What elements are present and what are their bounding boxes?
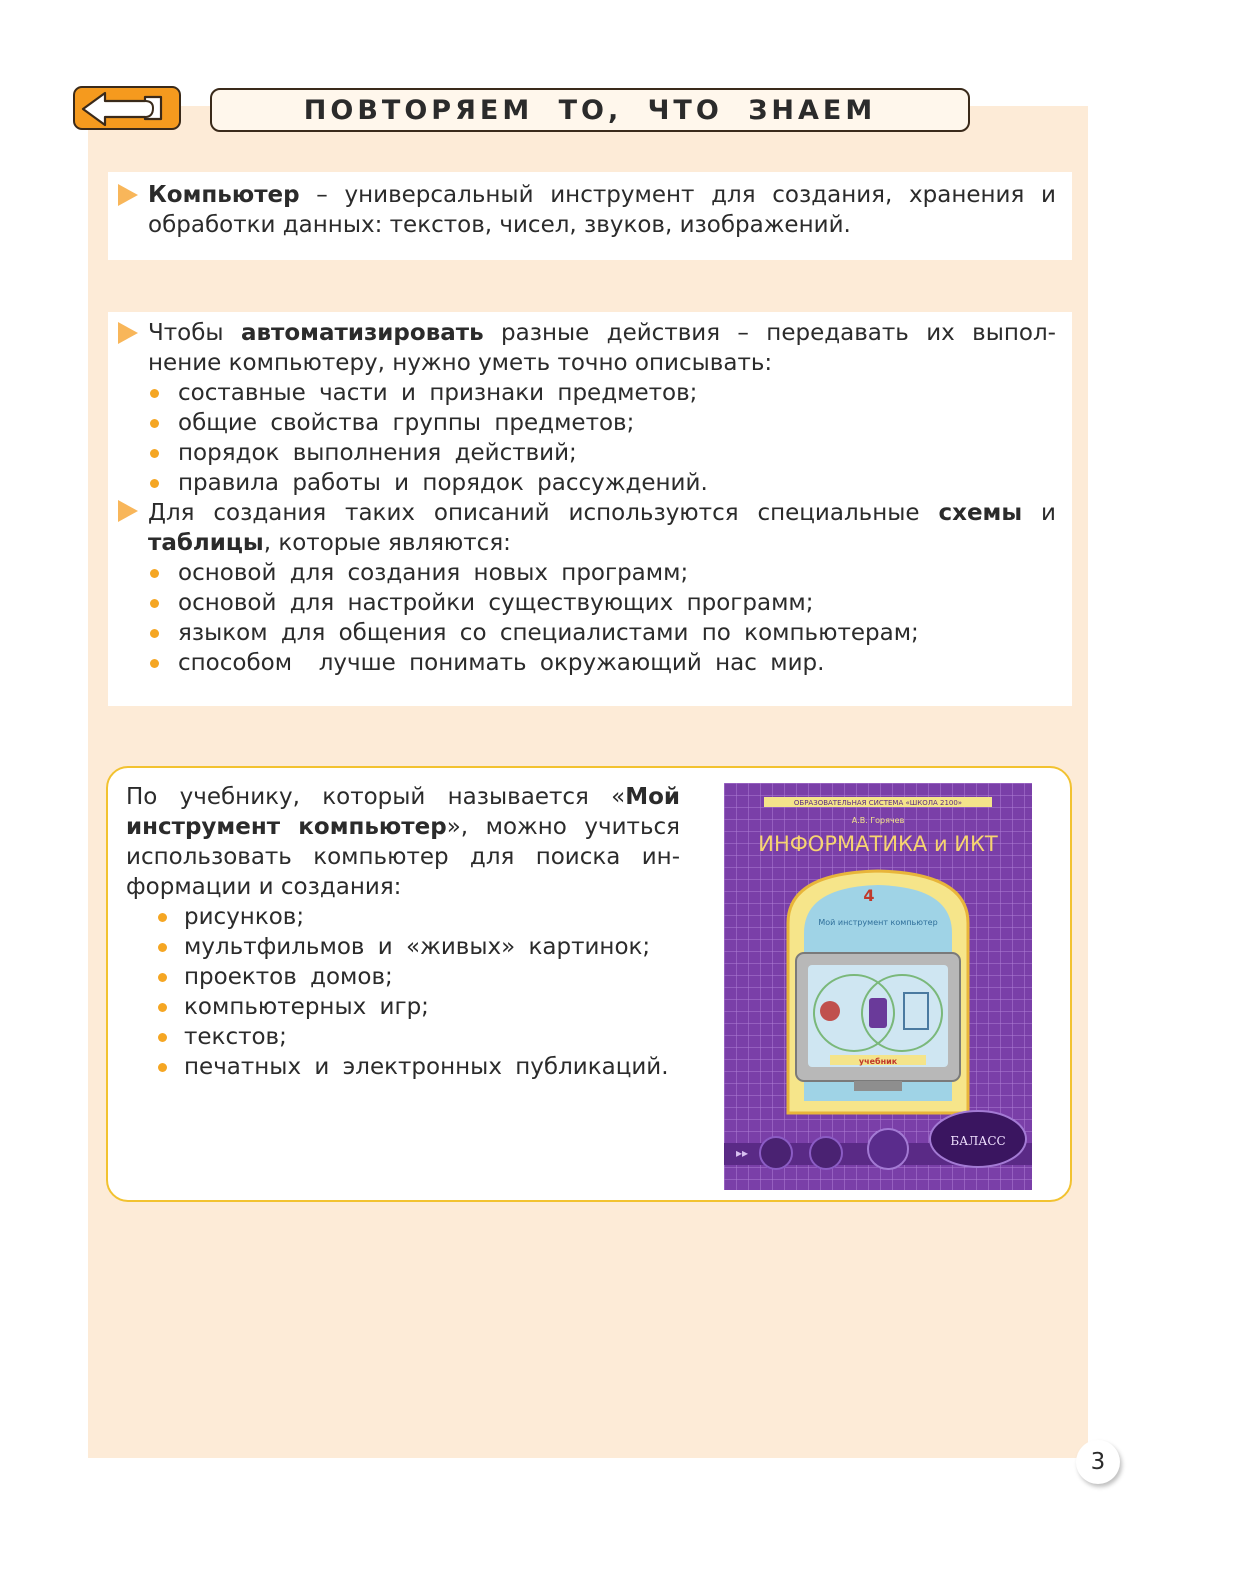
control-knob-icon [868, 1129, 908, 1169]
list-item: основой для настройки существующих программ; [178, 590, 814, 616]
cover-rider [820, 1001, 840, 1021]
list-item: печатных и электронных публикаций. [184, 1054, 669, 1080]
list-item: составные части и признаки предметов; [178, 380, 698, 406]
definition-line-2: обработки данных: текстов, чисел, звуков, изображений. [148, 212, 851, 238]
term-automate: автоматизировать [240, 320, 484, 346]
text: Чтобы [148, 320, 241, 346]
bullet-dot-icon [150, 449, 159, 458]
list-item: рисунков; [184, 904, 305, 930]
text: Для создания таких описаний используются специальные [148, 500, 939, 526]
book-line-1 [126, 782, 680, 812]
cover-type: учебник [858, 1057, 898, 1066]
bullet-dot-icon [158, 1063, 167, 1072]
list-item: мультфильмов и «живых» картинок; [184, 934, 651, 960]
back-button[interactable] [73, 86, 181, 130]
cover-publisher: БАЛАСС [950, 1134, 1006, 1148]
cover-series: ОБРАЗОВАТЕЛЬНАЯ СИСТЕМА «ШКОЛА 2100» [793, 799, 963, 807]
control-knob-icon [810, 1137, 842, 1169]
cover-author: А.В. Горячев [851, 816, 905, 825]
triangle-bullet-icon [118, 322, 138, 344]
book-line-3: использовать компьютер для поиска ин- [126, 844, 680, 870]
page-title: ПОВТОРЯЕМ ТО, ЧТО ЗНАЕМ [303, 94, 877, 126]
list-item: основой для создания новых программ; [178, 560, 689, 586]
bullet-dot-icon [150, 419, 159, 428]
text: разные действия – передавать их выпол- [483, 320, 1056, 346]
bullet-dot-icon [150, 629, 159, 638]
bullet-dot-icon [158, 1033, 167, 1042]
list-item: компьютерных игр; [184, 994, 429, 1020]
list-item: языком для общения со специалистами по компьютерам; [178, 620, 919, 646]
definition-line-1 [148, 180, 1056, 210]
term-tables: таблицы [148, 530, 264, 556]
cover-title: ИНФОРМАТИКА и ИКТ [758, 832, 998, 856]
cover-grade: 4 [863, 886, 875, 905]
list-item: текстов; [184, 1024, 287, 1050]
text: и [1022, 500, 1056, 526]
book-title-part: Мой [625, 784, 680, 810]
definition-text: – универсальный инструмент для создания, хранения и [299, 182, 1056, 208]
list-item: правила работы и порядок рассуждений. [178, 470, 708, 496]
cover-figure [869, 998, 887, 1028]
automation-panel [108, 312, 1072, 706]
textbook-cover-image [724, 783, 1032, 1190]
bullet-dot-icon [150, 659, 159, 668]
paragraph-1-line-1 [148, 318, 1056, 348]
text: , которые являются: [263, 530, 511, 556]
bullet-dot-icon [158, 1003, 167, 1012]
bullet-dot-icon [158, 913, 167, 922]
term-computer: Компьютер [148, 182, 300, 208]
book-line-4: формации и создания: [126, 874, 402, 900]
control-knob-icon [760, 1137, 792, 1169]
bullet-dot-icon [150, 479, 159, 488]
triangle-bullet-icon [118, 184, 138, 206]
bullet-dot-icon [150, 599, 159, 608]
paragraph-2-line-2 [148, 528, 1056, 558]
term-schemes: схемы [938, 500, 1023, 526]
book-line-2 [126, 812, 680, 842]
list-item: проектов домов; [184, 964, 393, 990]
text: », можно учиться [446, 814, 680, 840]
cover-subtitle: Мой инструмент компьютер [818, 918, 938, 927]
book-title-part: инструмент компьютер [126, 814, 447, 840]
bullet-dot-icon [150, 389, 159, 398]
triangle-bullet-icon [118, 500, 138, 522]
text: По учебнику, который называется « [126, 784, 626, 810]
section-title-box [210, 88, 970, 132]
fast-forward-icon: ▸▸ [736, 1146, 749, 1160]
bullet-dot-icon [150, 569, 159, 578]
bullet-dot-icon [158, 943, 167, 952]
back-arrow-icon [75, 88, 179, 128]
page-number: 3 [1076, 1440, 1120, 1484]
list-item: общие свойства группы предметов; [178, 410, 635, 436]
bullet-dot-icon [158, 973, 167, 982]
paragraph-1-line-2: нение компьютеру, нужно уметь точно описывать: [148, 350, 773, 376]
paragraph-2-line-1 [148, 498, 1056, 528]
list-item: порядок выполнения действий; [178, 440, 577, 466]
definition-panel [108, 172, 1072, 260]
list-item: способом лучше понимать окружающий нас мир. [178, 650, 825, 676]
